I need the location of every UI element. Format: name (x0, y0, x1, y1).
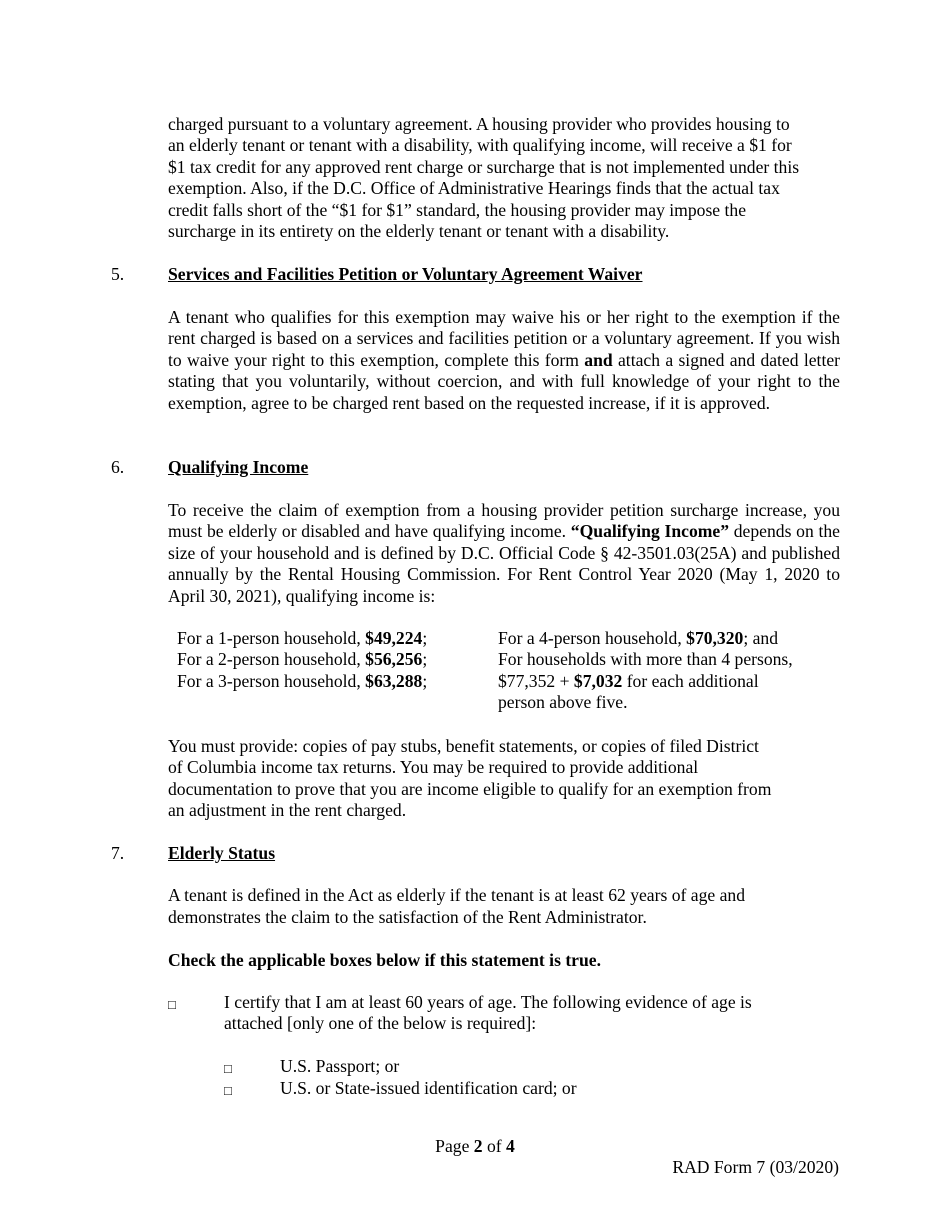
provide-line: You must provide: copies of pay stubs, benefit statements, or copies of filed District (168, 736, 759, 756)
income-row-above-five: person above five. (498, 692, 628, 713)
page-current: 2 (473, 1136, 483, 1156)
income-row-4-person (498, 628, 793, 649)
provide-line: of Columbia income tax returns. You may be required to provide additional (168, 757, 699, 777)
qualifying-income-term: “Qualifying Income” (570, 521, 730, 542)
id-card-checkbox[interactable]: □ (224, 1083, 232, 1098)
section-6-heading: Qualifying Income (168, 457, 309, 477)
section-5-bold-and: and (584, 349, 613, 370)
income-amount: $70,320 (686, 628, 744, 648)
id-card-option-label: U.S. or State-issued identification card; or (280, 1078, 577, 1098)
income-suffix: ; (422, 628, 428, 648)
income-label: For a 4-person household, (498, 628, 687, 648)
intro-line: surcharge in its entirety on the elderly tenant or tenant with a disability. (168, 221, 670, 241)
income-base: $77,352 + (498, 670, 574, 691)
form-identifier: RAD Form 7 (03/2020) (672, 1157, 839, 1177)
intro-line: $1 tax credit for any approved rent charge or surcharge that is not implemented under this (168, 157, 800, 177)
certify-age-checkbox[interactable]: □ (168, 997, 176, 1012)
section-6-text-cont: depends on the size of your household and is defined by D.C. Official Code § 42-3501.03(25A) and published annually by the Rental Housing Commission. For Rent Control Year 2020 (May 1, 2020 to April 30, 2021), qualifying income is: (168, 521, 840, 606)
section-7-number: 7. (111, 843, 125, 863)
income-amount: $49,224 (365, 628, 423, 648)
income-row-1-person (177, 628, 427, 649)
income-row-additional (498, 671, 793, 692)
income-suffix: ; and (743, 628, 779, 648)
elderly-definition-line: demonstrates the claim to the satisfaction of the Rent Administrator. (168, 907, 647, 927)
income-amount: $7,032 (573, 670, 623, 691)
income-row-3-person (177, 671, 427, 692)
certify-age-line: I certify that I am at least 60 years of age. The following evidence of age is (224, 992, 752, 1012)
section-7-heading: Elderly Status (168, 843, 276, 863)
page-of-label: of (482, 1136, 507, 1156)
section-5-heading: Services and Facilities Petition or Voluntary Agreement Waiver (168, 264, 643, 284)
section-6-text: To receive the claim of exemption from a housing provider petition surcharge increase, you must be elderly or disabled and have qualifying income. (168, 500, 840, 542)
passport-checkbox[interactable]: □ (224, 1061, 232, 1076)
income-label: For a 3-person household, (177, 670, 366, 691)
intro-line: exemption. Also, if the D.C. Office of Administrative Hearings finds that the actual tax (168, 178, 780, 198)
section-5-paragraph (168, 307, 840, 414)
page-total: 4 (506, 1136, 515, 1156)
section-6-number: 6. (111, 457, 125, 477)
intro-line: charged pursuant to a voluntary agreement. A housing provider who provides housing to (168, 114, 790, 134)
section-5-number: 5. (111, 264, 125, 284)
section-5-text-cont: attach a signed and dated letter stating that you voluntarily, without coercion, and with full knowledge of your right to the exemption, agree to be charged rent based on the requested increase, if it is approved. (168, 349, 841, 413)
income-amount: $56,256 (365, 649, 423, 670)
page-number (0, 1136, 950, 1157)
income-row-more-persons: For households with more than 4 persons, (498, 649, 793, 670)
income-suffix: for each additional (622, 670, 759, 691)
intro-line: an elderly tenant or tenant with a disability, with qualifying income, will receive a $1 for (168, 135, 792, 155)
provide-line: an adjustment in the rent charged. (168, 800, 407, 820)
passport-option-label: U.S. Passport; or (280, 1056, 400, 1076)
income-row-2-person (177, 649, 427, 670)
income-left-column (177, 628, 427, 692)
section-6-paragraph (168, 500, 840, 607)
certify-age-line: attached [only one of the below is required]: (224, 1013, 537, 1033)
income-suffix: ; (422, 670, 428, 691)
provide-line: documentation to prove that you are income eligible to qualify for an exemption from (168, 779, 772, 799)
section-5-text: A tenant who qualifies for this exemption may waive his or her right to the exemption if the rent charged is based on a services and facilities petition or a voluntary agreement. If you wish to waive your right to this exemption, complete this form (168, 307, 840, 370)
intro-line: credit falls short of the “$1 for $1” standard, the housing provider may impose the (168, 200, 746, 220)
income-label: For a 1-person household, (177, 628, 366, 648)
income-suffix: ; (422, 649, 428, 670)
elderly-definition-line: A tenant is defined in the Act as elderly if the tenant is at least 62 years of age and (168, 885, 745, 905)
income-right-column (498, 628, 793, 714)
page-label: Page (435, 1136, 474, 1156)
checkbox-instruction: Check the applicable boxes below if this statement is true. (168, 950, 601, 970)
income-amount: $63,288 (365, 670, 423, 691)
income-label: For a 2-person household, (177, 649, 366, 670)
